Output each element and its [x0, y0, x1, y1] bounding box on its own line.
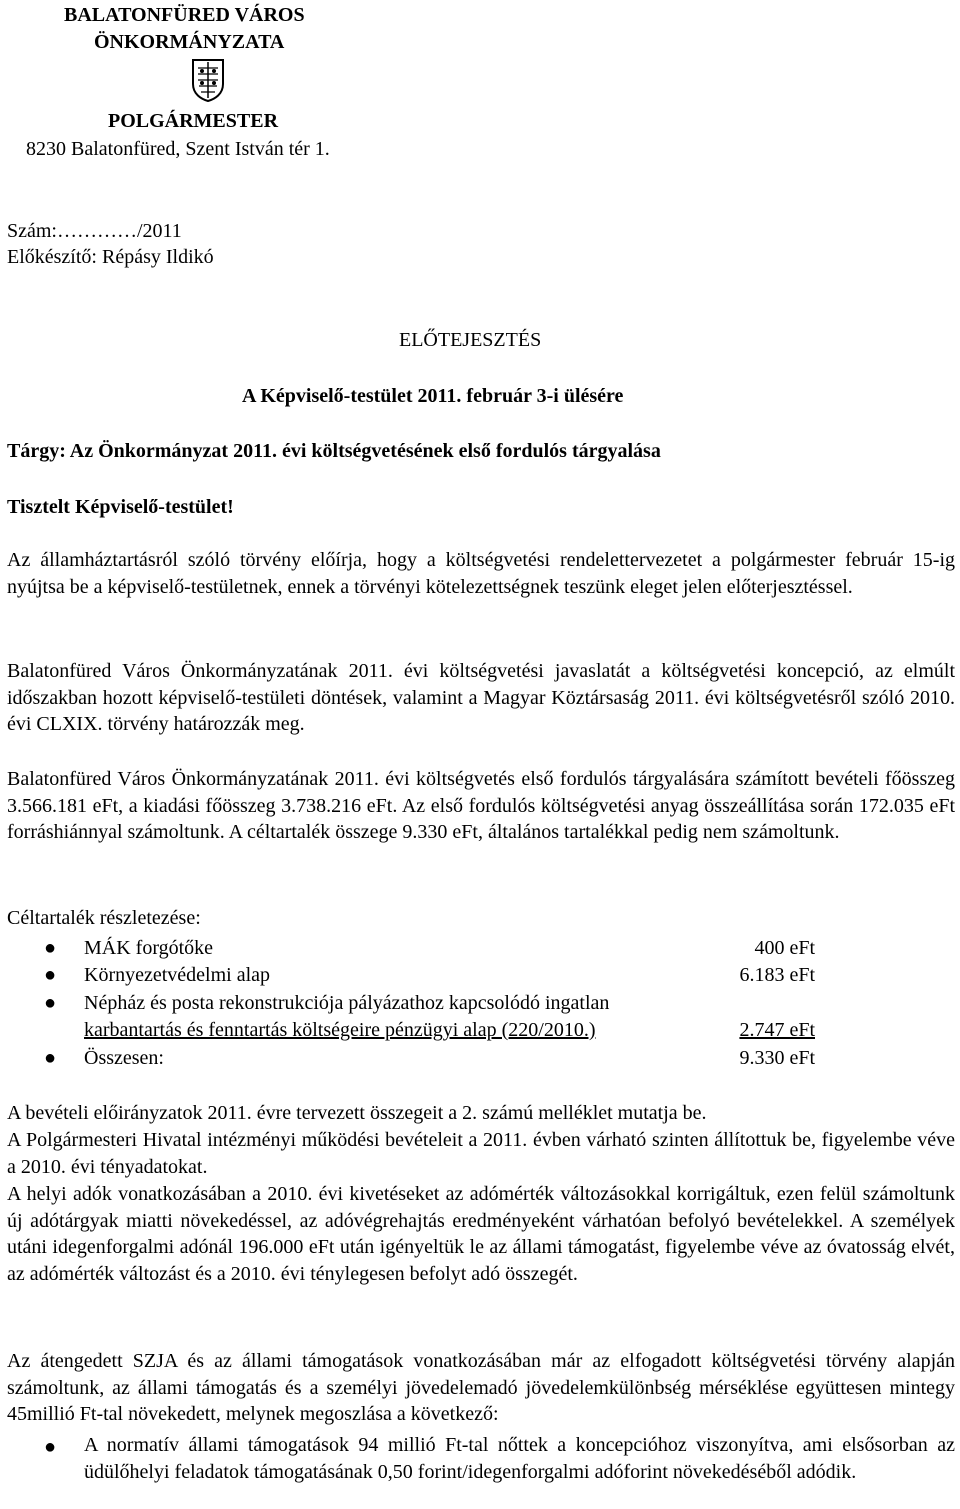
- bullet-paragraph: A normatív állami támogatások 94 millió Ft-tal nőttek a koncepcióhoz viszonyítva, ami elsősorban az üdülőhelyi feladatok támogatásának 0,50 forint/idegenforgalmi adóforint növekedéséből adódik.: [84, 1434, 955, 1483]
- coat-of-arms-icon: [190, 57, 226, 103]
- reserve-item-label: Népház és posta rekonstrukciója pályázathoz kapcsolódó ingatlan: [84, 992, 610, 1014]
- reserve-item-label-continued: karbantartás és fenntartás költségeire pénzügyi alap (220/2010.): [84, 1019, 596, 1041]
- reserve-item-amount: 2.747 eFt: [739, 1019, 815, 1041]
- meeting-line: A Képviselő-testület 2011. február 3-i ülésére: [242, 385, 624, 407]
- org-name-line2: ÖNKORMÁNYZATA: [94, 31, 285, 53]
- document-number: Szám:…………/2011: [7, 220, 182, 242]
- paragraph-6: A helyi adók vonatkozásában a 2010. évi kivetéseket az adómérték változásokkal korrigáltuk, ezen felül számoltunk új adótárgyak miatti növekedéssel, az adóvégrehajtás eredményeként várhatóan befolyó bevételekkel. A személyek utáni idegenforgalmi adónál 196.000 eFt után igényeltük le az állami támogatást, figyelembe véve az óvatosság elvét, az adómérték változást és a 2010. évi ténylegesen befolyt adó összegét.: [7, 1183, 955, 1285]
- document-type-heading: ELŐTEJESZTÉS: [399, 329, 542, 351]
- bullet-icon: ●: [43, 937, 57, 959]
- reserve-item-amount: 400 eFt: [754, 937, 815, 959]
- paragraph-4: A bevételi előirányzatok 2011. évre tervezett összegeit a 2. számú melléklet mutatja be.: [7, 1102, 707, 1124]
- org-name-line1: BALATONFÜRED VÁROS: [64, 4, 305, 26]
- reserve-item-label: Környezetvédelmi alap: [84, 964, 271, 986]
- reserve-item-amount: 6.183 eFt: [739, 964, 815, 986]
- paragraph-5: A Polgármesteri Hivatal intézményi működési bevételeit a 2011. évben várható szinten állítottuk be, figyelembe véve a 2010. évi tényadatokat.: [7, 1129, 955, 1178]
- bullet-icon: ●: [43, 1436, 57, 1458]
- paragraph-7: Az átengedett SZJA és az állami támogatások vonatkozásában már az elfogadott költségvetési törvény alapján számoltunk, az állami támogatás és a személyi jövedelemadó jövedelemkülönbség mérséklése együttesen mintegy 45millió Ft-tal növekedett, melynek megoszlása a következő:: [7, 1350, 955, 1425]
- bullet-icon: ●: [43, 1047, 57, 1069]
- reserve-total-amount: 9.330 eFt: [739, 1047, 815, 1069]
- bullet-icon: ●: [43, 992, 57, 1014]
- bullet-icon: ●: [43, 964, 57, 986]
- paragraph-2: Balatonfüred Város Önkormányzatának 2011. évi költségvetési javaslatát a költségvetési koncepció, az elmúlt időszakban hozott képviselő-testületi döntések, valamint a Magyar Köztársaság 2011. évi költségvetésről szóló 2010. évi CLXIX. törvény határozzák meg.: [7, 660, 955, 735]
- subject-line: Tárgy: Az Önkormányzat 2011. évi költségvetésének első fordulós tárgyalása: [7, 440, 661, 462]
- reserve-item-label: MÁK forgótőke: [84, 937, 214, 959]
- reserve-heading: Céltartalék részletezése:: [7, 907, 201, 929]
- paragraph-3: Balatonfüred Város Önkormányzatának 2011. évi költségvetés első fordulós tárgyalására számított bevételi főösszeg 3.566.181 eFt, a kiadási főösszeg 3.738.216 eFt. Az első fordulós költségvetési anyag összeállítása során 172.035 eFt forráshiánnyal számoltunk. A céltartalék összege 9.330 eFt, általános tartalékkal pedig nem számoltunk.: [7, 768, 955, 843]
- office-title: POLGÁRMESTER: [108, 110, 279, 132]
- document-preparer: Előkészítő: Répásy Ildikó: [7, 246, 214, 268]
- reserve-total-label: Összesen:: [84, 1047, 164, 1069]
- salutation: Tisztelt Képviselő-testület!: [7, 496, 234, 518]
- office-address: 8230 Balatonfüred, Szent István tér 1.: [26, 138, 330, 160]
- paragraph-1: Az államháztartásról szóló törvény előírja, hogy a költségvetési rendelettervezetet a polgármester február 15-ig nyújtsa be a képviselő-testületnek, ennek a törvényi kötelezettségnek teszünk eleget jelen előterjesztéssel.: [7, 549, 955, 598]
